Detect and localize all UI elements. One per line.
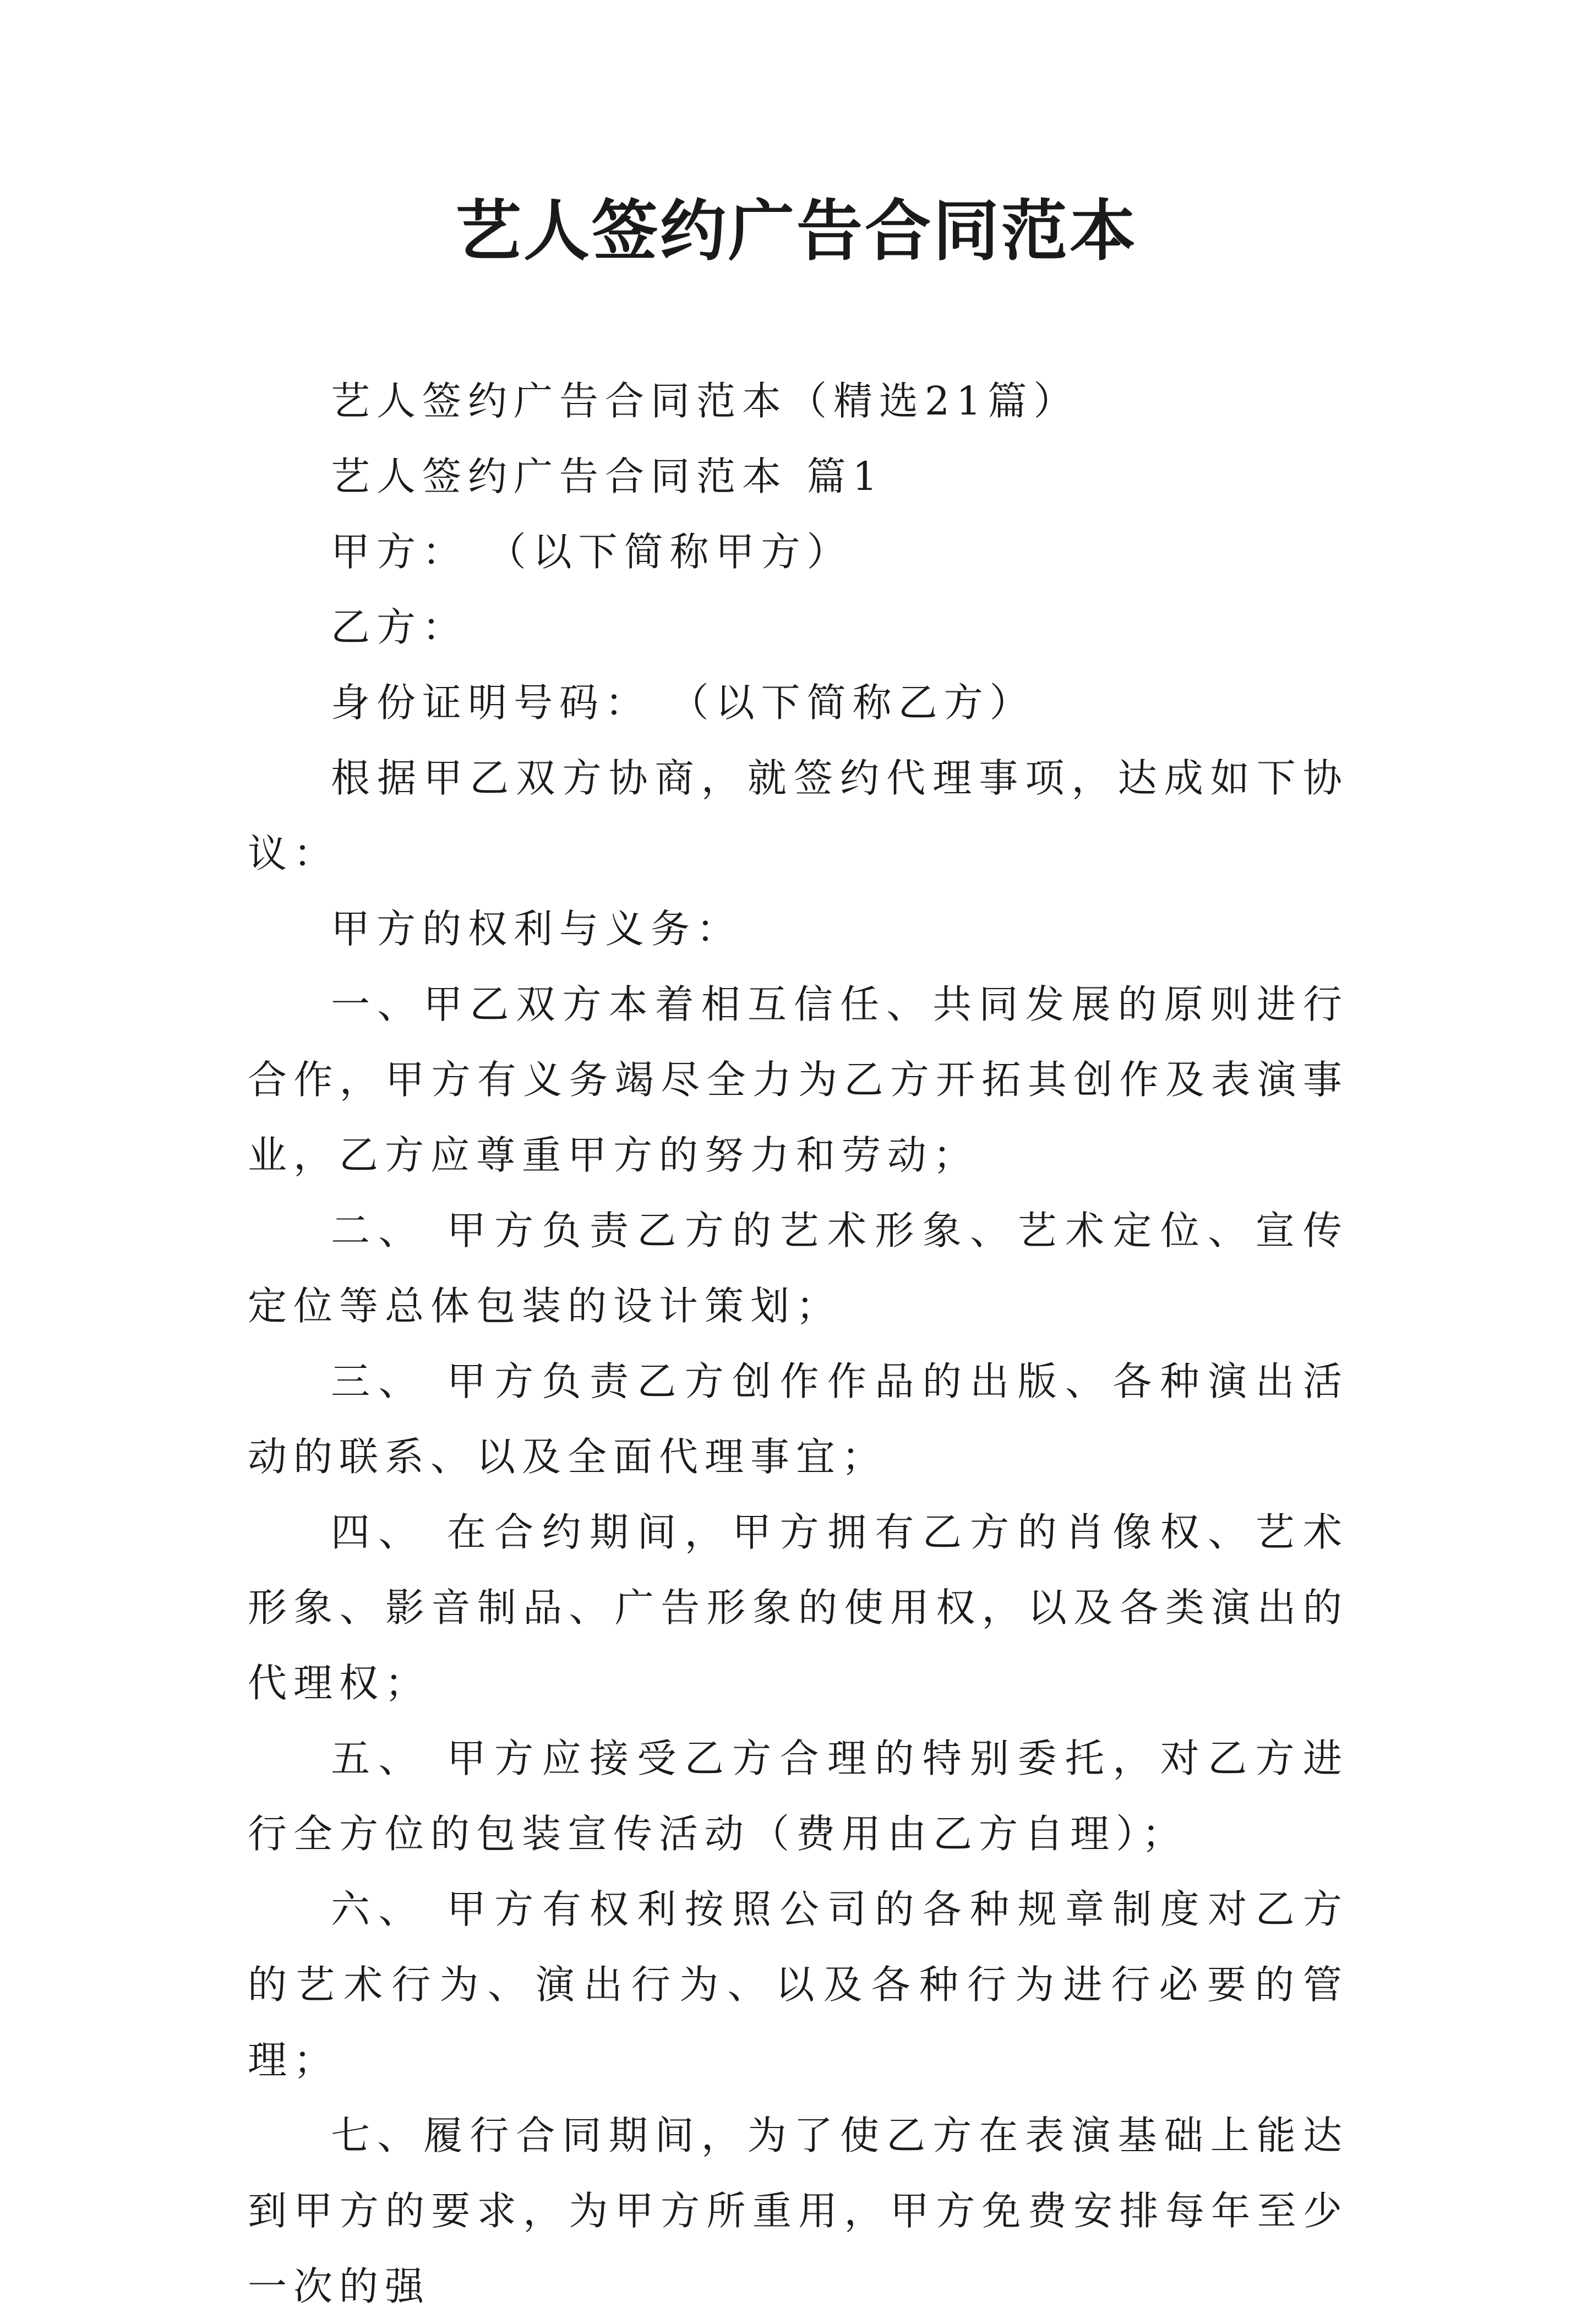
paragraph: 甲方的权利与义务： xyxy=(331,906,743,952)
paragraph: 五、 甲方应接受乙方合理的特别委托，对乙方进行全方位的包装宣传活动（费用由乙方自理）； xyxy=(248,1736,1349,1857)
paragraph: 二、 甲方负责乙方的艺术形象、艺术定位、宣传定位等总体包装的设计策划； xyxy=(248,1208,1349,1329)
paragraph: 甲方： （以下简称甲方） xyxy=(331,529,853,575)
paragraph: 身份证明号码： （以下简称乙方） xyxy=(331,680,1035,725)
paragraph: 根据甲乙双方协商，就签约代理事项，达成如下协议： xyxy=(248,755,1349,876)
paragraph: 艺人签约广告合同范本 篇1 xyxy=(331,454,884,499)
paragraph: 乙方： xyxy=(331,604,468,650)
document-body xyxy=(248,363,1349,2324)
document-title: 艺人签约广告合同范本 xyxy=(455,192,1138,270)
paragraph: 艺人签约广告合同范本（精选21篇） xyxy=(331,378,1079,424)
paragraph: 四、 在合约期间，甲方拥有乙方的肖像权、艺术形象、影音制品、广告形象的使用权，以及各类演出的代理权； xyxy=(248,1509,1349,1706)
paragraph: 六、 甲方有权利按照公司的各种规章制度对乙方的艺术行为、演出行为、以及各种行为进行必要的管理； xyxy=(248,1886,1349,2083)
paragraph: 三、 甲方负责乙方创作作品的出版、各种演出活动的联系、以及全面代理事宜； xyxy=(248,1359,1349,1480)
paragraph: 七、履行合同期间，为了使乙方在表演基础上能达到甲方的要求，为甲方所重用，甲方免费安排每年至少一次的强 xyxy=(248,2113,1349,2309)
paragraph: 一、甲乙双方本着相互信任、共同发展的原则进行合作，甲方有义务竭尽全力为乙方开拓其创作及表演事业，乙方应尊重甲方的努力和劳动； xyxy=(248,981,1349,1178)
